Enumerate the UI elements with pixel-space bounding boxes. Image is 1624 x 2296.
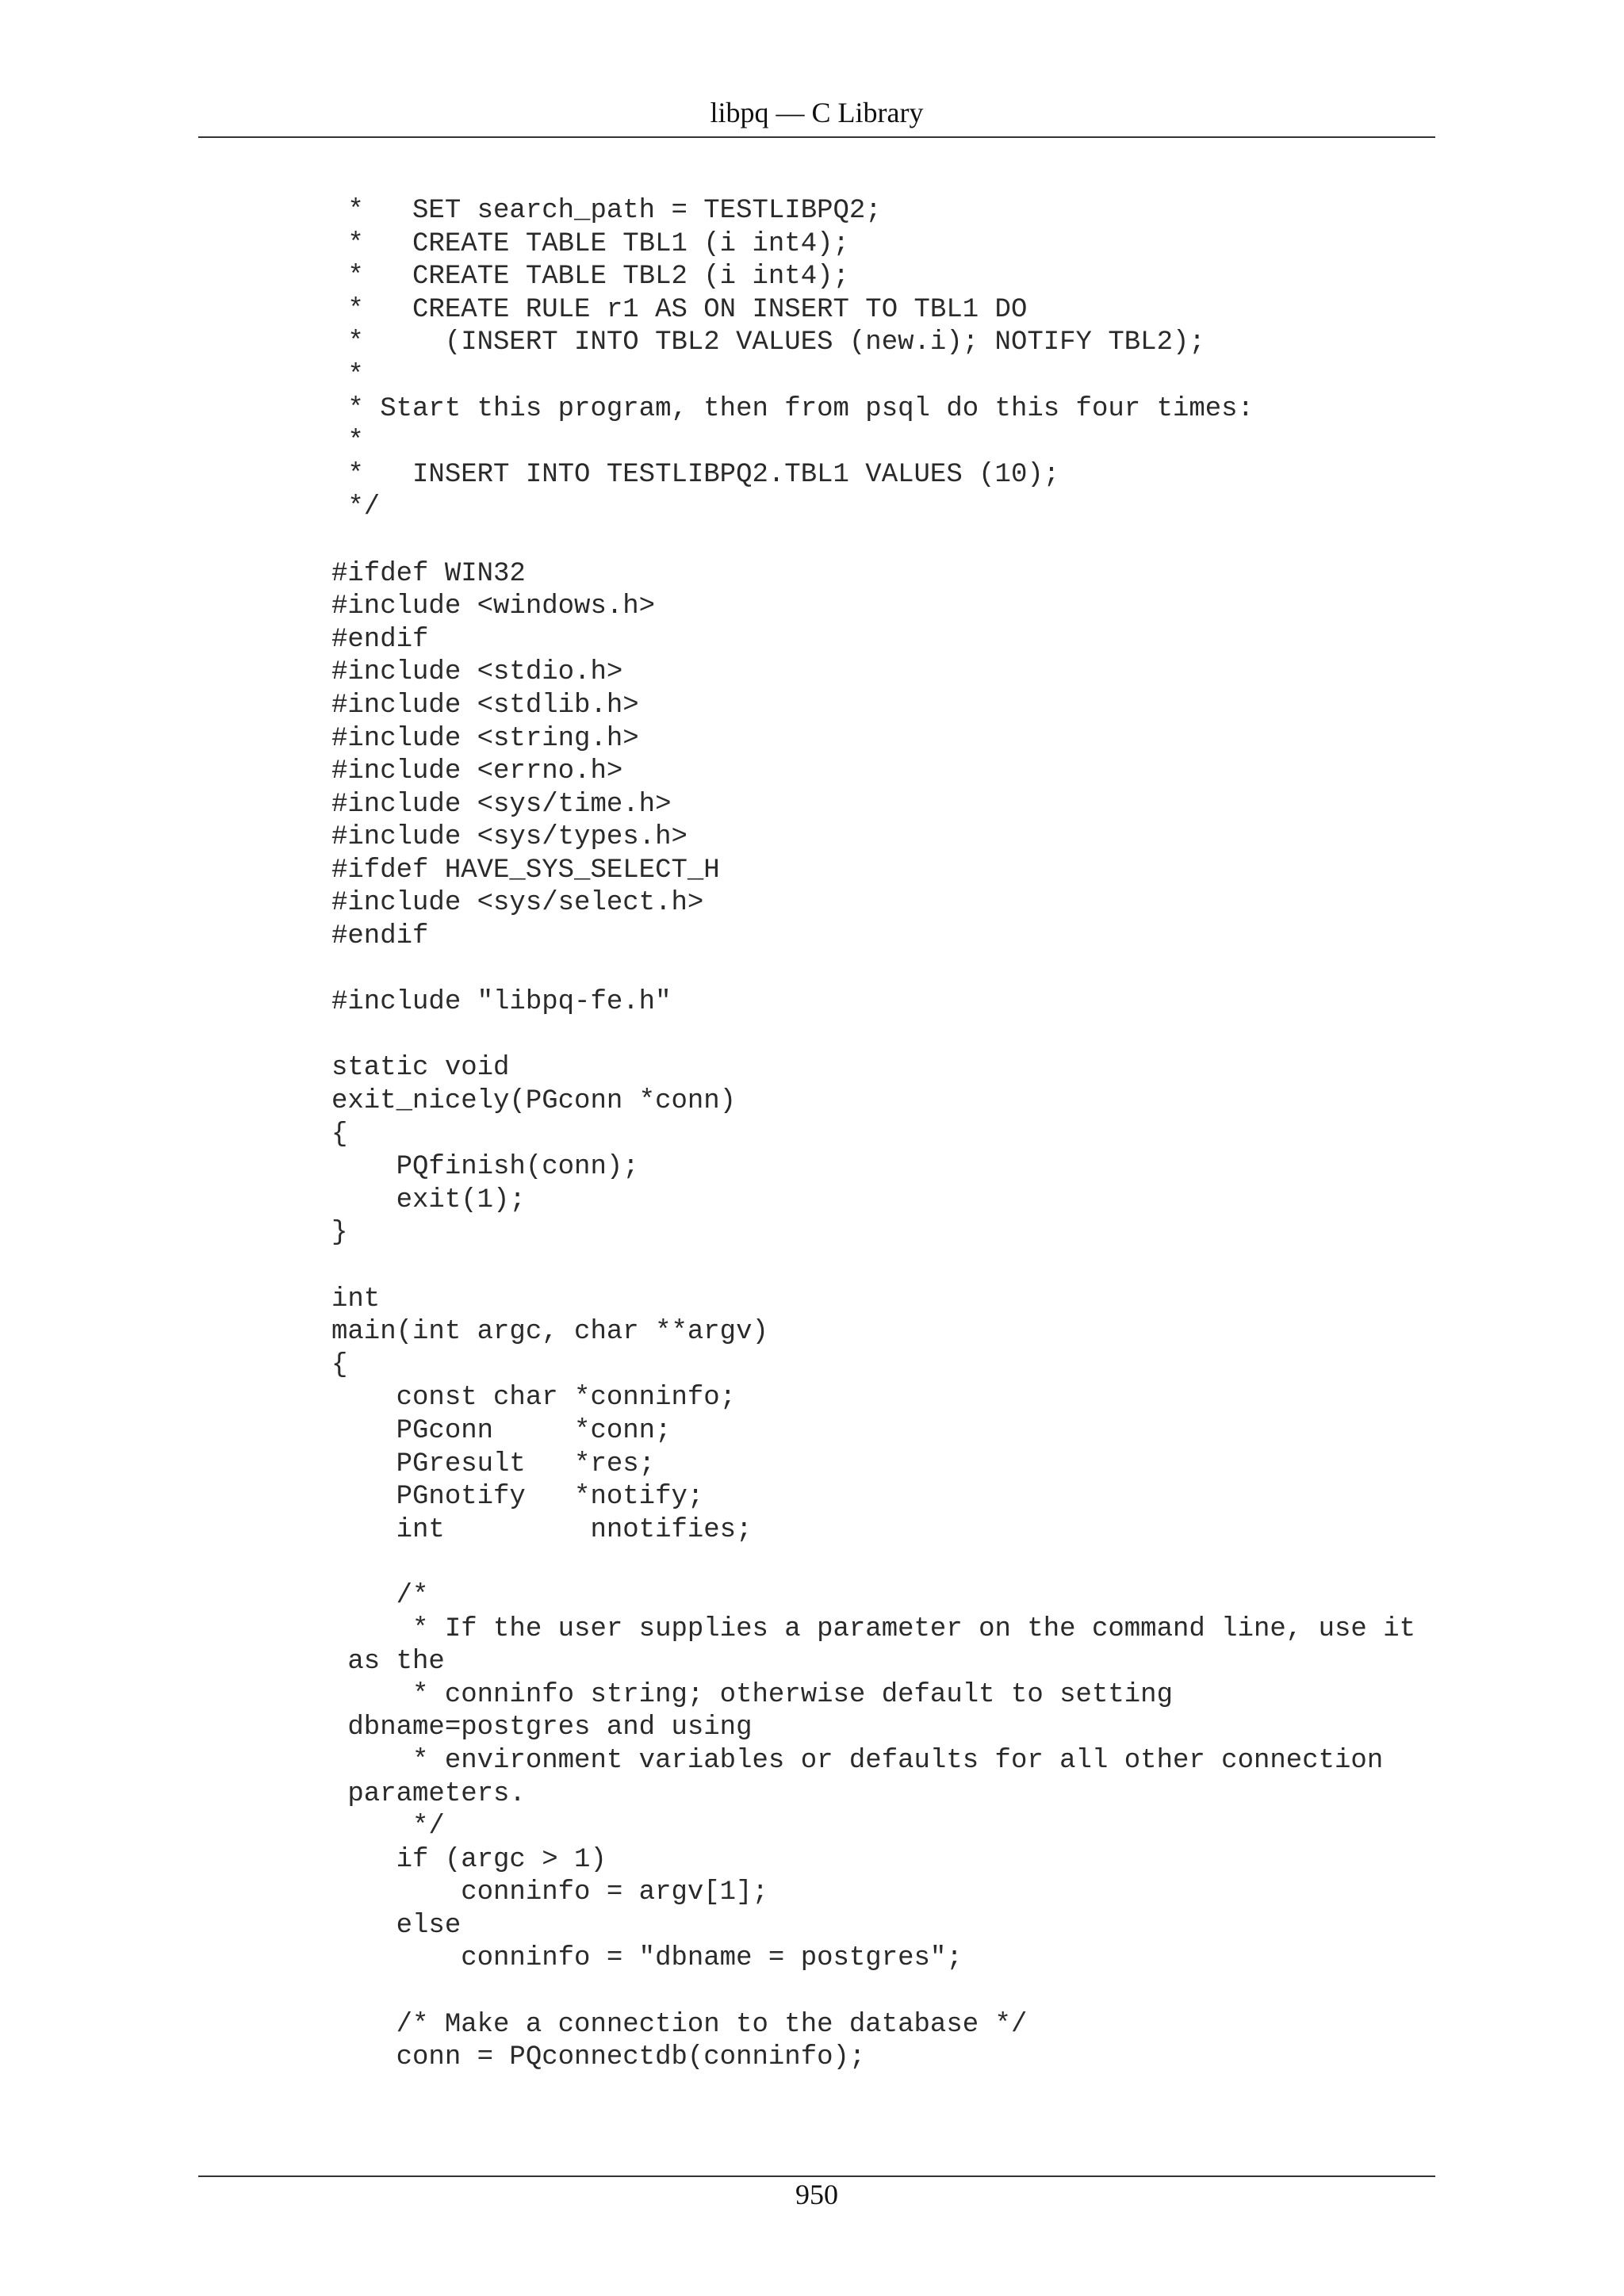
code-line [331,954,1415,987]
code-line: const char *conninfo; [331,1383,737,1414]
code-line: * (INSERT INTO TBL2 VALUES (new.i); NOTIFY TBL2); [331,327,1205,358]
code-line: */ [331,1812,445,1843]
code-line: #ifdef HAVE_SYS_SELECT_H [331,855,720,886]
code-line: /* [331,1580,429,1611]
code-line: /* Make a connection to the database */ [331,2009,1028,2040]
code-line: PGresult *res; [331,1448,656,1479]
code-line: int nnotifies; [331,1514,753,1545]
code-line: parameters. [331,1778,526,1809]
code-line: * INSERT INTO TESTLIBPQ2.TBL1 VALUES (10); [331,459,1060,490]
code-line: exit(1); [331,1184,526,1215]
code-line [331,1976,1415,2009]
code-line: static void [331,1053,510,1084]
code-line: */ [331,492,381,523]
code-line: * SET search_path = TESTLIBPQ2; [331,196,882,226]
code-line: dbname=postgres and using [331,1712,753,1743]
code-line: * conninfo string; otherwise default to setting [331,1679,1173,1710]
code-line: * Start this program, then from psql do this four times: [331,393,1254,424]
code-line: #include <errno.h> [331,756,623,787]
code-line: #include <stdio.h> [331,657,623,688]
code-line: conninfo = "dbname = postgres"; [331,1943,963,1974]
code-line: { [331,1119,348,1150]
code-line: * [331,427,364,457]
code-line: #include <stdlib.h> [331,690,639,721]
code-line: int [331,1284,381,1314]
code-line: main(int argc, char **argv) [331,1317,768,1348]
code-line: { [331,1349,348,1380]
code-line: } [331,1218,348,1249]
code-line: #include "libpq-fe.h" [331,987,672,1018]
code-line: #ifdef WIN32 [331,558,526,589]
code-line: #include <windows.h> [331,591,656,622]
code-line [331,525,1415,558]
code-line: #include <string.h> [331,723,639,754]
code-listing [331,195,1415,2075]
code-line [331,1547,1415,1580]
code-line: conninfo = argv[1]; [331,1877,768,1908]
code-line: PGnotify *notify; [331,1482,704,1513]
code-line [331,1250,1415,1284]
code-line: * CREATE TABLE TBL1 (i int4); [331,228,849,259]
code-line: * environment variables or defaults for all other connection [331,1745,1384,1776]
code-line: #endif [331,624,429,655]
code-line: conn = PQconnectdb(conninfo); [331,2042,866,2073]
code-line: exit_nicely(PGconn *conn) [331,1086,737,1117]
code-line: as the [331,1647,445,1678]
code-line [331,1020,1415,1053]
code-line: * CREATE TABLE TBL2 (i int4); [331,262,849,293]
page-header-title: libpq — C Library [710,97,924,128]
code-line: #include <sys/time.h> [331,789,672,820]
code-line: if (argc > 1) [331,1844,607,1875]
code-line: else [331,1910,462,1941]
code-line: #include <sys/select.h> [331,888,704,919]
header-divider [198,136,1435,138]
code-line: * [331,360,364,391]
code-line: * CREATE RULE r1 AS ON INSERT TO TBL1 DO [331,294,1028,325]
code-line: PGconn *conn; [331,1415,672,1446]
code-line: #include <sys/types.h> [331,822,688,853]
code-line: #endif [331,921,429,952]
page-number: 950 [795,2179,838,2210]
code-line: * If the user supplies a parameter on the command line, use it [331,1613,1416,1644]
code-line: PQfinish(conn); [331,1152,639,1183]
